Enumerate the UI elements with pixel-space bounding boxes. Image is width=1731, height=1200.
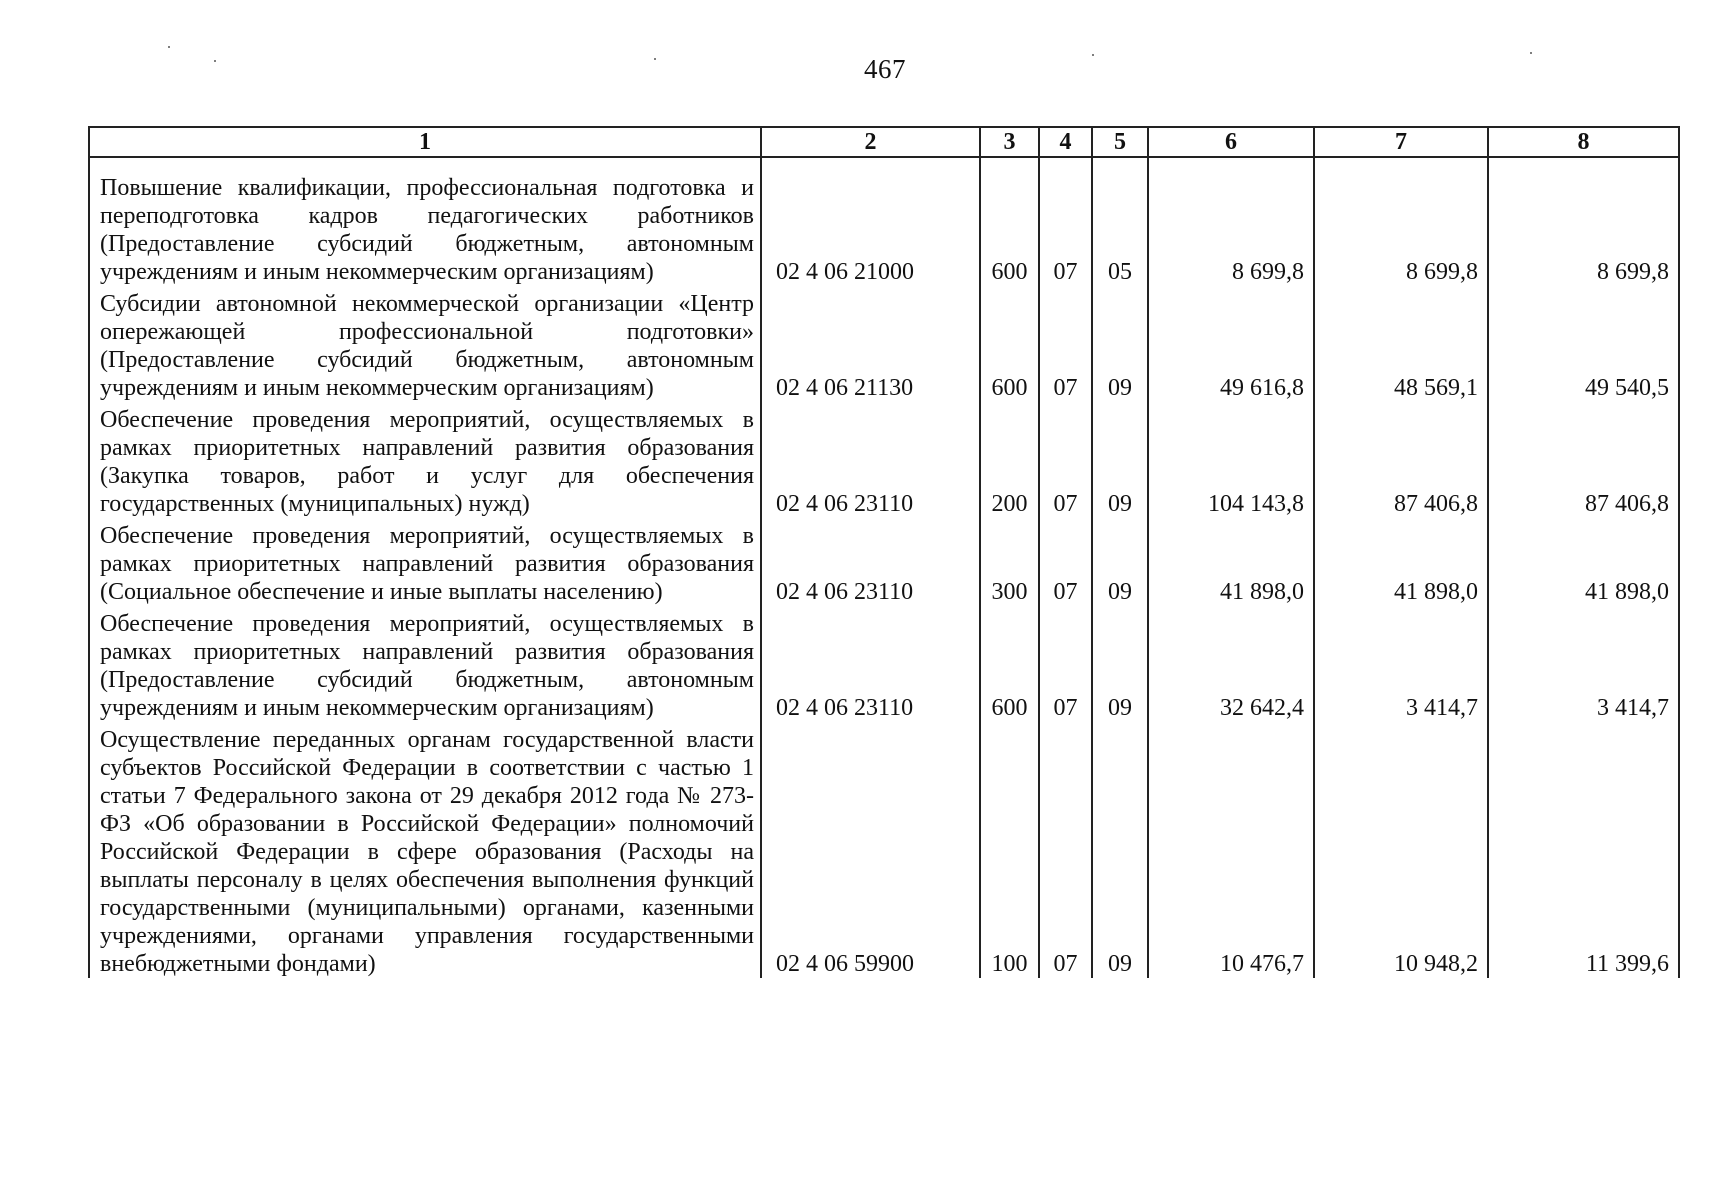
row-amount-col8: 8 699,8 [1488, 157, 1679, 290]
column-header: 8 [1488, 127, 1679, 157]
table-row [89, 726, 1679, 978]
row-subsection: 05 [1092, 157, 1148, 290]
row-amount-col7: 3 414,7 [1314, 610, 1488, 726]
row-description: Обеспечение проведения мероприятий, осуществляемых в рамках приоритетных направлений развития образования (Социальное обеспечение и иные выплаты населению) [89, 522, 761, 610]
scan-speck [168, 46, 170, 48]
row-subsection: 09 [1092, 610, 1148, 726]
row-expense-type: 100 [980, 726, 1039, 978]
row-description: Осуществление переданных органам государственной власти субъектов Российской Федерации в соответствии с частью 1 статьи 7 Федерального закона от 29 декабря 2012 года № 273-ФЗ «Об образовании в Российской Федерации» полномочий Российской Федерации в сфере образования (Расходы на выплаты персоналу в целях обеспечения выполнения функций государственными (муниципальными) органами, казенными учреждениями, органами управления государственными внебюджетными фондами) [89, 726, 761, 978]
table-row [89, 406, 1679, 522]
column-header: 1 [89, 127, 761, 157]
row-expense-type: 300 [980, 522, 1039, 610]
column-header: 5 [1092, 127, 1148, 157]
row-description: Обеспечение проведения мероприятий, осуществляемых в рамках приоритетных направлений развития образования (Закупка товаров, работ и услуг для обеспечения государственных (муниципальных) нужд) [89, 406, 761, 522]
column-header: 2 [761, 127, 980, 157]
row-subsection: 09 [1092, 522, 1148, 610]
column-header: 3 [980, 127, 1039, 157]
row-target-code: 02 4 06 21000 [761, 157, 980, 290]
row-amount-col7: 87 406,8 [1314, 406, 1488, 522]
row-amount-col6: 49 616,8 [1148, 290, 1314, 406]
row-amount-col8: 49 540,5 [1488, 290, 1679, 406]
row-section: 07 [1039, 406, 1092, 522]
row-description: Обеспечение проведения мероприятий, осуществляемых в рамках приоритетных направлений развития образования (Предоставление субсидий бюджетным, автономным учреждениям и иным некоммерческим организациям) [89, 610, 761, 726]
page-number: 467 [864, 54, 906, 84]
row-expense-type: 600 [980, 610, 1039, 726]
row-amount-col6: 41 898,0 [1148, 522, 1314, 610]
row-subsection: 09 [1092, 406, 1148, 522]
row-amount-col6: 8 699,8 [1148, 157, 1314, 290]
row-expense-type: 600 [980, 290, 1039, 406]
row-amount-col6: 104 143,8 [1148, 406, 1314, 522]
column-header: 4 [1039, 127, 1092, 157]
row-amount-col8: 3 414,7 [1488, 610, 1679, 726]
row-section: 07 [1039, 290, 1092, 406]
row-amount-col8: 41 898,0 [1488, 522, 1679, 610]
row-amount-col8: 87 406,8 [1488, 406, 1679, 522]
row-expense-type: 200 [980, 406, 1039, 522]
row-description: Повышение квалификации, профессиональная подготовка и переподготовка кадров педагогических работников (Предоставление субсидий бюджетным, автономным учреждениям и иным некоммерческим организациям) [89, 157, 761, 290]
row-subsection: 09 [1092, 726, 1148, 978]
row-section: 07 [1039, 610, 1092, 726]
row-amount-col7: 41 898,0 [1314, 522, 1488, 610]
row-target-code: 02 4 06 23110 [761, 406, 980, 522]
table-header-row [89, 127, 1679, 157]
row-expense-type: 600 [980, 157, 1039, 290]
row-target-code: 02 4 06 21130 [761, 290, 980, 406]
row-amount-col7: 48 569,1 [1314, 290, 1488, 406]
row-amount-col7: 10 948,2 [1314, 726, 1488, 978]
row-amount-col7: 8 699,8 [1314, 157, 1488, 290]
row-description: Субсидии автономной некоммерческой организации «Центр опережающей профессиональной подготовки» (Предоставление субсидий бюджетным, автономным учреждениям и иным некоммерческим организациям) [89, 290, 761, 406]
row-target-code: 02 4 06 59900 [761, 726, 980, 978]
budget-table [88, 126, 1680, 978]
row-amount-col6: 32 642,4 [1148, 610, 1314, 726]
table-row [89, 522, 1679, 610]
row-amount-col6: 10 476,7 [1148, 726, 1314, 978]
column-header: 7 [1314, 127, 1488, 157]
table-row [89, 290, 1679, 406]
column-header: 6 [1148, 127, 1314, 157]
row-amount-col8: 11 399,6 [1488, 726, 1679, 978]
row-target-code: 02 4 06 23110 [761, 610, 980, 726]
row-target-code: 02 4 06 23110 [761, 522, 980, 610]
table-row [89, 157, 1679, 290]
table-row [89, 610, 1679, 726]
row-section: 07 [1039, 726, 1092, 978]
row-section: 07 [1039, 157, 1092, 290]
row-subsection: 09 [1092, 290, 1148, 406]
row-section: 07 [1039, 522, 1092, 610]
